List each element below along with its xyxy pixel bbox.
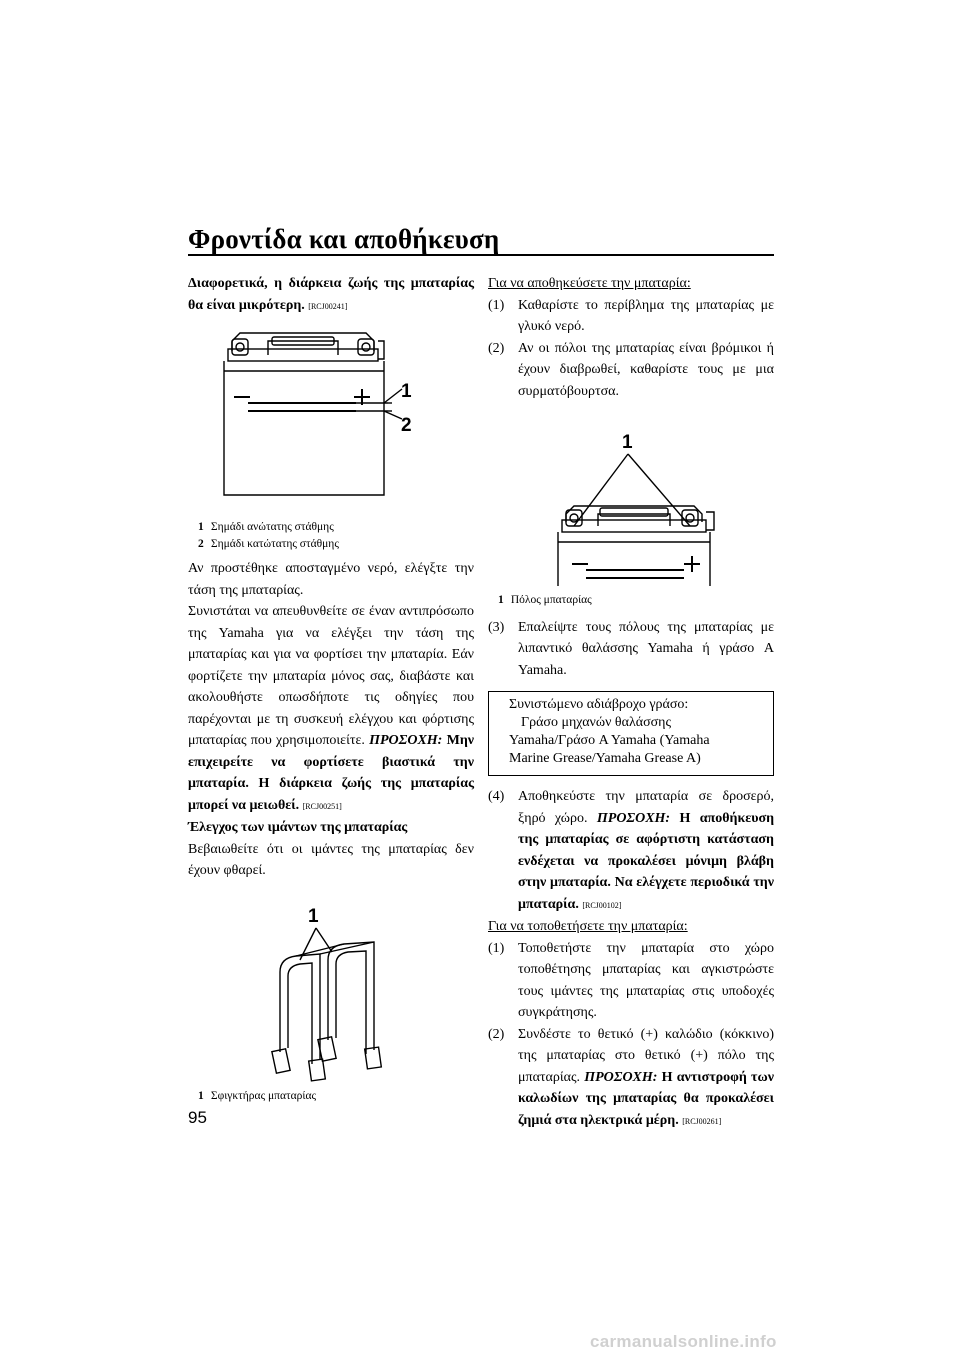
legend-item xyxy=(188,519,474,536)
dealer-charge-text: Συνιστάται να απευθυνθείτε σε έναν αντιπρόσωπο της Yamaha για να ελέγξει την τάση της μπαταρίας και για να φορτίσει την μπαταρία. Εάν φορτίζετε την μπαταρία μόνος σας, διαβάστε και ακολουθήστε οπωσδήποτε τις οδηγίες που παρέχονται με τη συσκευή ελέγχου και φόρτισης μπαταρίας που χρησιμοποιείτε. xyxy=(188,604,474,748)
step-number: (1) xyxy=(488,297,505,313)
grease-line: Yamaha/Γράσο A Yamaha (Yamaha xyxy=(509,733,710,748)
install-step xyxy=(488,1024,774,1133)
battery-strap-figure xyxy=(188,890,474,1086)
battery-level-figure xyxy=(188,327,474,515)
legend-text: Σφιγκτήρας μπαταρίας xyxy=(210,1089,317,1102)
store-step xyxy=(488,617,774,682)
reference-code: [RCJ00251] xyxy=(302,801,342,811)
grease-line: Marine Grease/Yamaha Grease A) xyxy=(509,751,701,766)
battery-terminal-figure xyxy=(488,426,774,590)
legend-text: Σημάδι ανώτατης στάθμης xyxy=(210,521,334,533)
left-column xyxy=(188,273,474,1104)
caution-text: Μην επιχειρείτε να φορτίσετε βιαστικά την μπαταρία. Η διάρκεια ζωής της μπαταρίας μπορεί να μειωθεί. xyxy=(188,733,475,813)
caution-label: ΠΡΟΣΟΧΗ: xyxy=(584,1069,658,1085)
step-text: Αν οι πόλοι της μπαταρίας είναι βρόμικοι ή έχουν διαβρωθεί, καθαρίστε τους με μια συρματόβουρτσα. xyxy=(518,340,774,399)
step-text: Καθαρίστε το περίβλημα της μπαταρίας με γλυκό νερό. xyxy=(518,297,774,334)
caution-label: ΠΡΟΣΟΧΗ: xyxy=(596,810,671,826)
callout-2: 2 xyxy=(401,415,412,436)
legend-item xyxy=(188,1088,474,1105)
step-number: (1) xyxy=(488,940,505,956)
step-number: (2) xyxy=(488,1026,505,1042)
legend-item xyxy=(488,592,774,609)
callout-1: 1 xyxy=(622,432,633,453)
legend-text: Πόλος μπαταρίας xyxy=(510,594,592,606)
figure-legend xyxy=(188,519,474,552)
battery-strap-illustration xyxy=(188,890,474,1086)
legend-text: Σημάδι κατώτατης στάθμης xyxy=(210,537,339,550)
paragraph-water-added: Αν προστέθηκε αποσταγμένο νερό, ελέγξτε την τάση της μπαταρίας. xyxy=(188,561,474,598)
reference-code: [RCJ00241] xyxy=(308,301,348,311)
callout-1: 1 xyxy=(308,905,319,927)
title-rule xyxy=(188,254,774,256)
step-text: Επαλείψτε τους πόλους της μπαταρίας με λιπαντικό θαλάσσης Yamaha ή γράσο A Yamaha. xyxy=(518,619,774,678)
install-step xyxy=(488,938,774,1024)
install-heading: Για να τοποθετήσετε την μπαταρία: xyxy=(488,919,688,934)
page-title: Φροντίδα και αποθήκευση xyxy=(188,224,500,254)
caution-text: Η αντιστροφή των καλωδίων της μπαταρίας θα προκαλέσει ζημιά στα ηλεκτρικά μέρη. xyxy=(518,1069,774,1128)
callout-1: 1 xyxy=(401,381,412,402)
step-text: Τοποθετήστε την μπαταρία στο χώρο τοποθέτησης μπαταρίας και αγκιστρώστε τους ιμάντες της μπαταρίας στις υποδοχές συγκράτησης. xyxy=(518,940,774,1020)
watermark: carmanualsonline.info xyxy=(590,1332,777,1351)
recommended-grease-box xyxy=(488,691,774,776)
step-text: Συνδέστε το θετικό (+) καλώδιο (κόκκινο) της μπαταρίας στο θετικό (+) πόλο της μπαταρίας. xyxy=(518,1026,774,1085)
step-number: (4) xyxy=(488,789,505,804)
step-number: (3) xyxy=(488,619,505,635)
section-heading-straps: Έλεγχος των ιμάντων της μπαταρίας xyxy=(188,820,408,835)
legend-number: 1 xyxy=(498,594,504,606)
store-heading: Για να αποθηκεύσετε την μπαταρία: xyxy=(488,276,691,291)
grease-box-title: Συνιστώμενο αδιάβροχο γράσο: xyxy=(509,697,689,712)
grease-line: Γράσο μηχανών θαλάσσης xyxy=(521,715,672,730)
right-column xyxy=(488,273,774,1132)
battery-terminal-illustration xyxy=(488,426,774,590)
store-step xyxy=(488,295,774,338)
legend-number: 1 xyxy=(198,521,204,533)
intro-bold-text: Διαφορετικά, η διάρκεια ζωής της μπαταρίας θα είναι μικρότερη. xyxy=(188,276,474,313)
legend-number: 2 xyxy=(198,537,204,550)
store-step xyxy=(488,338,774,403)
intro-paragraph xyxy=(188,273,474,317)
paragraph-straps: Βεβαιωθείτε ότι οι ιμάντες της μπαταρίας δεν έχουν φθαρεί. xyxy=(188,841,474,878)
reference-code: [RCJ00102] xyxy=(582,900,622,910)
store-step xyxy=(488,786,774,916)
legend-item xyxy=(188,536,474,553)
page-number: 95 xyxy=(188,1108,207,1127)
step-number: (2) xyxy=(488,340,505,356)
step-text: Αποθηκεύστε την μπαταρία σε δροσερό, ξηρό χώρο. xyxy=(518,789,774,826)
caution-label: ΠΡΟΣΟΧΗ: xyxy=(369,733,443,748)
caution-text: Η αποθήκευση της μπαταρίας σε αφόρτιστη κατάσταση ενδέχεται να προκαλέσει μόνιμη βλάβη στην μπαταρία. Να ελέγχετε περιοδικά την μπαταρία. xyxy=(518,810,775,912)
legend-number: 1 xyxy=(198,1089,204,1102)
paragraph-dealer-charge xyxy=(188,601,474,817)
reference-code: [RCJ00261] xyxy=(682,1116,722,1126)
battery-level-illustration xyxy=(188,327,474,515)
